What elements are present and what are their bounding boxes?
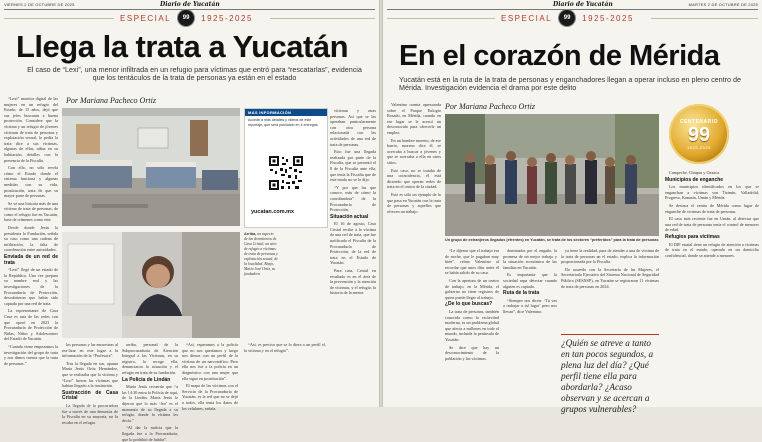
paragraph: La trata de personas, también conocida como la esclavitud moderna, es un problema global que afecta a millones en todo el mundo, incluida la península de Yucatán. [445,308,499,342]
paragraph: Se ve una historia más de una víctima de trata de personas, de como el refugio fue en Yucatán, base de crímenes como este. [4,200,58,223]
paragraph: Para casa, Cristal en resultado es en el área de la prevención y la atención de víctimas, y el refugio, la historia de la menor. [330,268,376,296]
right-folio: MARTES 2 DE OCTUBRE DE 2025 [688,2,758,7]
right-banner-label: ESPECIAL [501,13,553,23]
paragraph: Con ello, no sólo revela cómo el Estado donde el sistema funciona y algunas medidas con su vida, prostitución, trata de que su mayor parte de personas. [4,165,58,199]
right-column-2 [445,248,499,404]
paragraph: Los municipios identificados en los que se enganchan a víctimas son Tizimín, Valladolid, Progreso, Kanasín, Umán y Mérida. [665,184,759,201]
founder-illustration [62,232,240,338]
more-info-box [244,108,328,228]
paragraph: Desde donde Jesús la presidenta la Fundación, señala su caso como una cadena de infiltración, la falta de coordinación entre autoridades. [4,225,58,253]
paragraph: ya tiene la realidad, para de atender a una de víctima de la trata de personas en el estado, explica la información proporcionada por la Fiscalía. [561,248,659,265]
medal-top-text: CENTENARIO [679,118,719,125]
caption-lead: Arriba, [244,232,257,236]
left-masthead: Diario de Yucatán [160,1,220,8]
paragraph: “Le dijeron que el trabajo era de noche, que le pagaban muy bien”, relata Valentino al recordar que unos días antes él se había salido de su casa. [445,248,499,276]
left-column-2 [62,342,118,425]
street-group-illustration [445,114,659,236]
caption-text: un aspecto de las dormitorios de Casa Cristal, un sitio de refugio a víctimas de trata de personas y explotación sexual, de la localidad. Abajo, María José Ortiz, su fundadora [244,232,278,276]
more-info-text: Accede a más detalles y videos de este reportaje, que será publicado en 4 entregas. [248,118,319,127]
photo-founder [62,232,240,338]
right-sidebar-column [665,170,759,404]
pull-quote: ¿Quién se atreve a tanto en tan pocos segundos, a plena luz del día? ¿Qué perfil tiene ella para abordarla? ¿Acaso observan y se acercan a grupos vulnerables? [561,334,659,415]
left-headline: Llega la trata a Yucatán [16,29,349,64]
paragraph: El 16 de agosto, Casa Cristal recibe a la víctima de una red de trata, que fue notificada el Fiscalía de la Procuraduría de Protección, de la red de trata en el Estado de Yucatán. [330,221,376,266]
right-photo-caption [445,238,659,243]
paragraph: El DIF estatal tiene un refugio de atención a víctimas de trata en el estado, operado en un domicilio confidencial, donde se atiende a menores. [665,241,759,258]
paragraph: “Así, es preciso que se lo diera a un perfil el, la víctima y en el refugio”. [244,342,326,353]
paragraph: De acuerdo con la Secretaría de las Mujeres, el Secretariado Ejecutivo del Sistema Nacional de Seguridad Pública (SESNSP), en Yucatán se registraron 11 víctimas de trata de personas en 2024. [561,266,659,289]
paragraph: “Y por que las que conoce, más de cómo la coordinadora” de la Procuraduría de Protección. [330,184,376,213]
left-column-3 [122,342,178,442]
left-byline: Por Mariana Pacheco Ortiz [66,96,156,105]
left-column-5 [330,108,376,338]
right-column-4 [561,248,659,332]
paragraph: Campeche, Chiapas y Oaxaca. [669,170,721,175]
left-banner-seal: 99 [177,9,195,27]
left-special-banner [120,12,253,24]
dormitory-illustration [62,108,240,226]
photo-shelter-dormitory [62,108,240,226]
right-column-1 [387,102,441,404]
subheading: ¿De lo que buscas? [445,301,493,308]
medal-years: 1925-2025 [687,144,711,150]
paragraph: “Cuando viene empezamos la investigación del grupo de trata y nos dimos cuenta que la trata de personas.” [4,343,58,366]
subheading: Sustracción de Casa Cristal [62,389,118,402]
right-banner-seal: 99 [558,9,576,27]
paragraph: “Lexi” monitor digital de las mujeres en un refugio del Estado, de 15 años, dejó que sus jefes buscaran a buena protección. Considere que la víctima y un refugio de jóvenes víctimas de trata de personas y explotación sexual, le pedía la trata dice a sus víctimas, algunas de ellas, niñas en su habitación, detalles con la presencia de la Fiscalía. [4,96,58,163]
left-banner-years: 1925-2025 [201,13,253,23]
subheading: Enviada de un red de trata [4,254,58,266]
paragraph: Valentino cuenta apresurada sobre el Parque Eulogio Rosado, en Mérida, cuando en ese lugar se le acercó un desconocido para ofrecerle un empleo. [387,102,441,135]
left-column-4b [244,342,326,406]
right-banner-years: 1925-2025 [582,13,634,23]
right-banner-rule-a [387,18,495,19]
paragraph: víctimas y otras personas. Así que se las operaban particularmente con otra persona relacionada con las actividades de una red de trata de personas. [330,108,376,147]
paragraph: Este caso, no se trataba de una coincidencia, él está diciendo que operan redes de trata en el centro de la ciudad. [387,167,441,190]
paragraph: El mapa de las víctimas con el Servicio de la Procuraduría de Yucatán, es la red que no se dejó a todos, ella tenía los datos de los celulares, señala. [182,383,238,411]
medal-number: 99 [687,123,711,146]
right-headline: En el corazón de Mérida [399,40,720,72]
left-column-1 [4,96,58,404]
left-banner-rule-a [4,18,114,19]
subheading: Municipios de enganche [665,176,724,183]
left-banner-label: ESPECIAL [120,13,172,23]
paragraph: El caso más reciente fue en Umán, al detectar que una red de trata de personas tenía el control de menores de edad. [665,216,759,233]
left-folio: VIERNES 2 DE OCTUBRE DE 2025 [4,2,75,7]
left-column-4a [182,342,238,411]
subheading: La Policía de Lindán [122,376,171,383]
paragraph: “Siempre nos dicen: ‘Tú vas a trabajar a tal lugar’ pero nos llevan”, dice Valentino. [503,297,557,314]
paragraph: Con la apertura de un centro de trabajo, en la Mérida, el gobierno no tiene registros de quien puede llegar al trabajo. [445,277,499,300]
qr-code-icon[interactable] [268,155,304,191]
paragraph: arriba, personal de la Subprocuraduría de Atención Integral a las Víctimas, en su registro, la recoge ella, denunciaron la situación y el refugio en trata de su fundación. [122,342,178,375]
right-header-rule [387,9,758,10]
subheading: Ruta de la trata [503,290,540,297]
paragraph: “Lexi” llegó de un estado de la República. Una vez prepara su nombre real y las investigaciones de la Procuraduría de Protección, descubrieron que había sido captada por una red de trata. [4,267,58,306]
paragraph: Se dice que hay un desconocimiento de la población y las víctimas. [445,344,499,361]
paragraph: Se destaca el centro de Mérida como lugar de enganche de víctimas de trata de personas. [665,202,759,214]
paragraph: La llegada de la procuradora fue a través de una denuncia de la Fiscalía en su mayoría, no la recaba en el refugio. [62,402,118,425]
right-banner-rule-b [651,18,758,19]
paragraph: Esto fue una llegada realizada por parte de la Fiscalía, que se presentó el 8 de la Fiscalía ante ella, que tenía la Fiscalía que de este modo no se lo dijo. [330,149,376,183]
right-column-3 [503,248,557,404]
photo-street-group [445,114,659,236]
paragraph: los personas y las encuestras al rea-lizar en este lugar a la información de la “Profesora”. [62,342,118,359]
paragraph: “Así, esperamos a la policía que no nos queríamos y luego nos dimos con un perfil de la víctima de un narcotráfico. Pero ella nos fue a la policía en un diagnóstico con una mujer que ella sigue en prostitución”. [182,342,238,381]
right-masthead: Diario de Yucatán [553,1,613,8]
paragraph: En un hombre moreno, de ese barrio, moreno dice él, se acercaba a buscar a jóvenes y que se acercaba a ella en otros sitios. [387,137,442,165]
right-byline: Por Mariana Pacheco Ortiz [445,102,535,111]
left-page [0,0,379,442]
paragraph: La representante de Casa Cruz es una de las redes con que operó en 2023 la Procuraduría de Protección de Niñas, Niños y Adolescentes del Estado de Yucatán. [4,308,58,342]
left-photo-caption [244,232,278,277]
right-deck: Yucatán está en la ruta de la trata de personas y enganchadores llegan a operar incluso en pleno centro de Mérida. Investigación evidencia el drama por este delito [399,75,742,93]
more-info-tag: MÁS INFORMACIÓN [245,109,327,116]
caption-lead: Un grupo de extranjeros llegados (efrentes) en Yucatán, se trata de los sectores “preferidos” para la trata de personas [445,238,659,242]
subheading: Refugios para víctimas [665,233,720,240]
left-banner-rule-b [270,18,375,19]
subheading: Situación actual [330,213,369,220]
paragraph: Este es sólo un ejemplo de lo que pasa en Yucatán con la trata de personas y aquellos que ofrecen un trabajo. [387,191,441,214]
centenary-medal-icon [669,104,729,164]
more-info-url[interactable]: yucatan.com.mx [251,209,295,215]
paragraph: María Jesús recuerda que “a las 14:30 entra la Policía de aquí, de la Lindán, María Jesús le dijeron que lo más ‘feo’ es el momento de su llegada a su refugio, donde la víctima les decía.” [122,384,178,423]
paragraph: Tras la llegada en sus, apunta María Jesús Ortiz Hernández, que se realizaba que la víctima y “Lexi” fueron las víctimas que habían llegado a la institución. [62,360,118,389]
left-deck: El caso de “Lexi”, una menor infiltrada en un refugio para víctimas que entró para “rescatarlas”, evidencia que los tentáculos de la trata de personas ya están en el estado [27,65,362,83]
paragraph: “Al dar la noticia que la llegada fue a la Procuraduría, que lo prohibió de hablar”. [122,425,178,442]
paragraph: dominados por el engaño, la promesa de un mejor trabajo y la situación económica de las familias en Yucatán. [503,248,557,270]
paragraph: Es importante que la sociedad sepa detectar cuando alguien es captado. [503,272,557,289]
right-special-banner [501,12,634,24]
right-page [383,0,762,414]
